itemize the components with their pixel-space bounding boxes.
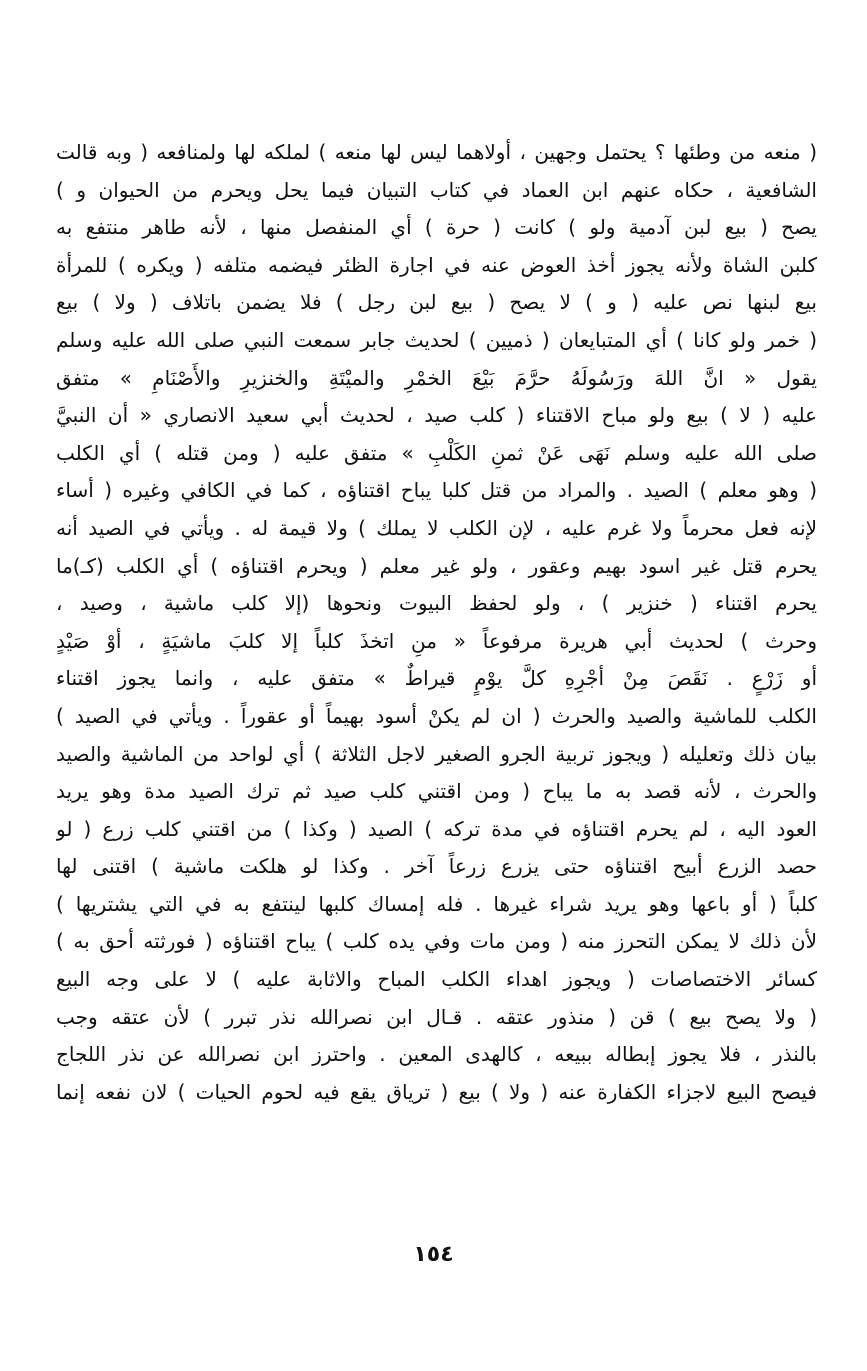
text-line: أو زَرْعٍ . نَقَصَ مِنْ أجْرِهِ كلَّ يوْمٍ قيراطٌ » متفق عليه ، وانما يجوز اقتناء <box>56 666 817 691</box>
text-line: لإنه فعل محرماً ولا غرم عليه ، لإن الكلب لا يملك ) ولا قيمة له . ويأتي في الصيد أنه <box>56 515 817 540</box>
text-line: كلبن الشاة ولأنه يجوز أخذ العوض عنه في اجارة الظئر فيضمه متلفه ( ويكره ) للمرأة <box>56 252 817 277</box>
text-line: ( خمر ولو كانا ) أي المتبايعان ( ذميين ) لحديث جابر سمعت النبي صلى الله عليه وسلم <box>56 327 817 352</box>
text-line: ( ولا يصح بيع ) قن ( منذور عتقه . قـال ابن نصرالله نذر تبرر ) لأن عتقه وجب <box>56 1004 817 1029</box>
text-line: فيصح البيع لاجزاء الكفارة عنه ( ولا ) بيع ( ترياق يقع فيه لحوم الحيات ) لان نفعه إنما <box>56 1079 817 1104</box>
text-line: يصح ( بيع لبن آدمية ولو ) كانت ( حرة ) أي المنفصل منها ، لأنه طاهر منتفع به <box>56 215 817 240</box>
text-line: يحرم قتل غير اسود بهيم وعقور ، ولو غير معلم ( ويحرم اقتناؤه ) أي الكلب (كـ)ما <box>56 553 817 578</box>
text-line: والحرث ، لأنه قصد به ما يباح ( ومن اقتني كلب صيد ثم ترك الصيد مدة وهو يريد <box>56 779 817 804</box>
text-line: يحرم اقتناء ( خنزير ) ، ولو لحفظ البيوت ونحوها (إلا كلب ماشية ، وصيد ، <box>56 591 817 616</box>
text-line: العود اليه ، لم يحرم اقتناؤه في مدة تركه ) الصيد ( وكذا ) من اقتني كلب زرع ( لو <box>56 816 817 841</box>
text-line: بيان ذلك وتعليله ( ويجوز تربية الجرو الصغير لاجل الثلاثة ) أي لواحد من الماشية والصيد <box>56 741 817 766</box>
text-line: وحرث ) لحديث أبي هريرة مرفوعاً « منِ اتخذَ كلباً إلا كلبَ ماشيَةٍ ، أوْ صَيْدٍ <box>56 628 817 653</box>
text-line: بيع لبنها نص عليه ( و ) لا يصح ( بيع لبن رجل ) فلا يضمن باتلاف ( ولا ) بيع <box>56 290 817 315</box>
text-line: لأن ذلك لا يمكن التحرز منه ( ومن مات وفي يده كلب ) يباح اقتناؤه ( فورثته أحق به ) <box>56 929 817 954</box>
text-line: الكلب للماشية والصيد والحرث ( ان لم يكنْ أسود بهيماً أو عقوراً . ويأتي في الصيد ) <box>56 703 817 728</box>
text-line: يقول « انَّ اللهَ ورَسُولَهُ حرَّمَ بَيْعَ الخمْرِ والميْتَةِ والخنزيرِ والأَصْنَامِ » متفق <box>56 365 817 390</box>
page-number: ١٥٤ <box>413 1242 454 1267</box>
text-line: ( منعه من وطئها ؟ يحتمل وجهين ، أولاهما ليس لها منعه ) لملكه لها ولمنافعه ( وبه قالت <box>56 140 817 164</box>
text-line: بالنذر ، فلا يجوز إبطاله ببيعه ، كالهدى المعين . واحترز ابن نصرالله عن نذر اللجاج <box>56 1042 817 1067</box>
text-line: ( وهو معلم ) الصيد . والمراد من قتل كلبا يباح اقتناؤه ، كما في الكافي وغيره ( أساء <box>56 478 817 503</box>
text-line: كسائر الاختصاصات ( ويجوز اهداء الكلب المباح والاثابة عليه ) لا على وجه البيع <box>56 967 817 992</box>
text-line: كلباً ( أو باعها وهو يريد شراء غيرها . فله إمساك كلبها لينتفع به في التي يشتريها ) <box>56 891 817 916</box>
text-line: حصد الزرع أبيح اقتناؤه حتى يزرع زرعاً آخر . وكذا لو هلكت ماشية ) اقتنى لها <box>56 854 817 879</box>
body-text <box>56 134 817 1111</box>
text-line: صلى الله عليه وسلم نَهَى عَنْ ثمنِ الكَلْبِ » متفق عليه ( ومن قتله ) أي الكلب <box>56 440 817 465</box>
text-line: الشافعية ، حكاه عنهم ابن العماد في كتاب التبيان فيما يحل ويحرم من الحيوان و ) <box>56 177 817 202</box>
text-line: عليه ( لا ) بيع ولو مباح الاقتناء ( كلب صيد ، لحديث أبي سعيد الانصاري « أن النبيَّ <box>56 403 817 428</box>
